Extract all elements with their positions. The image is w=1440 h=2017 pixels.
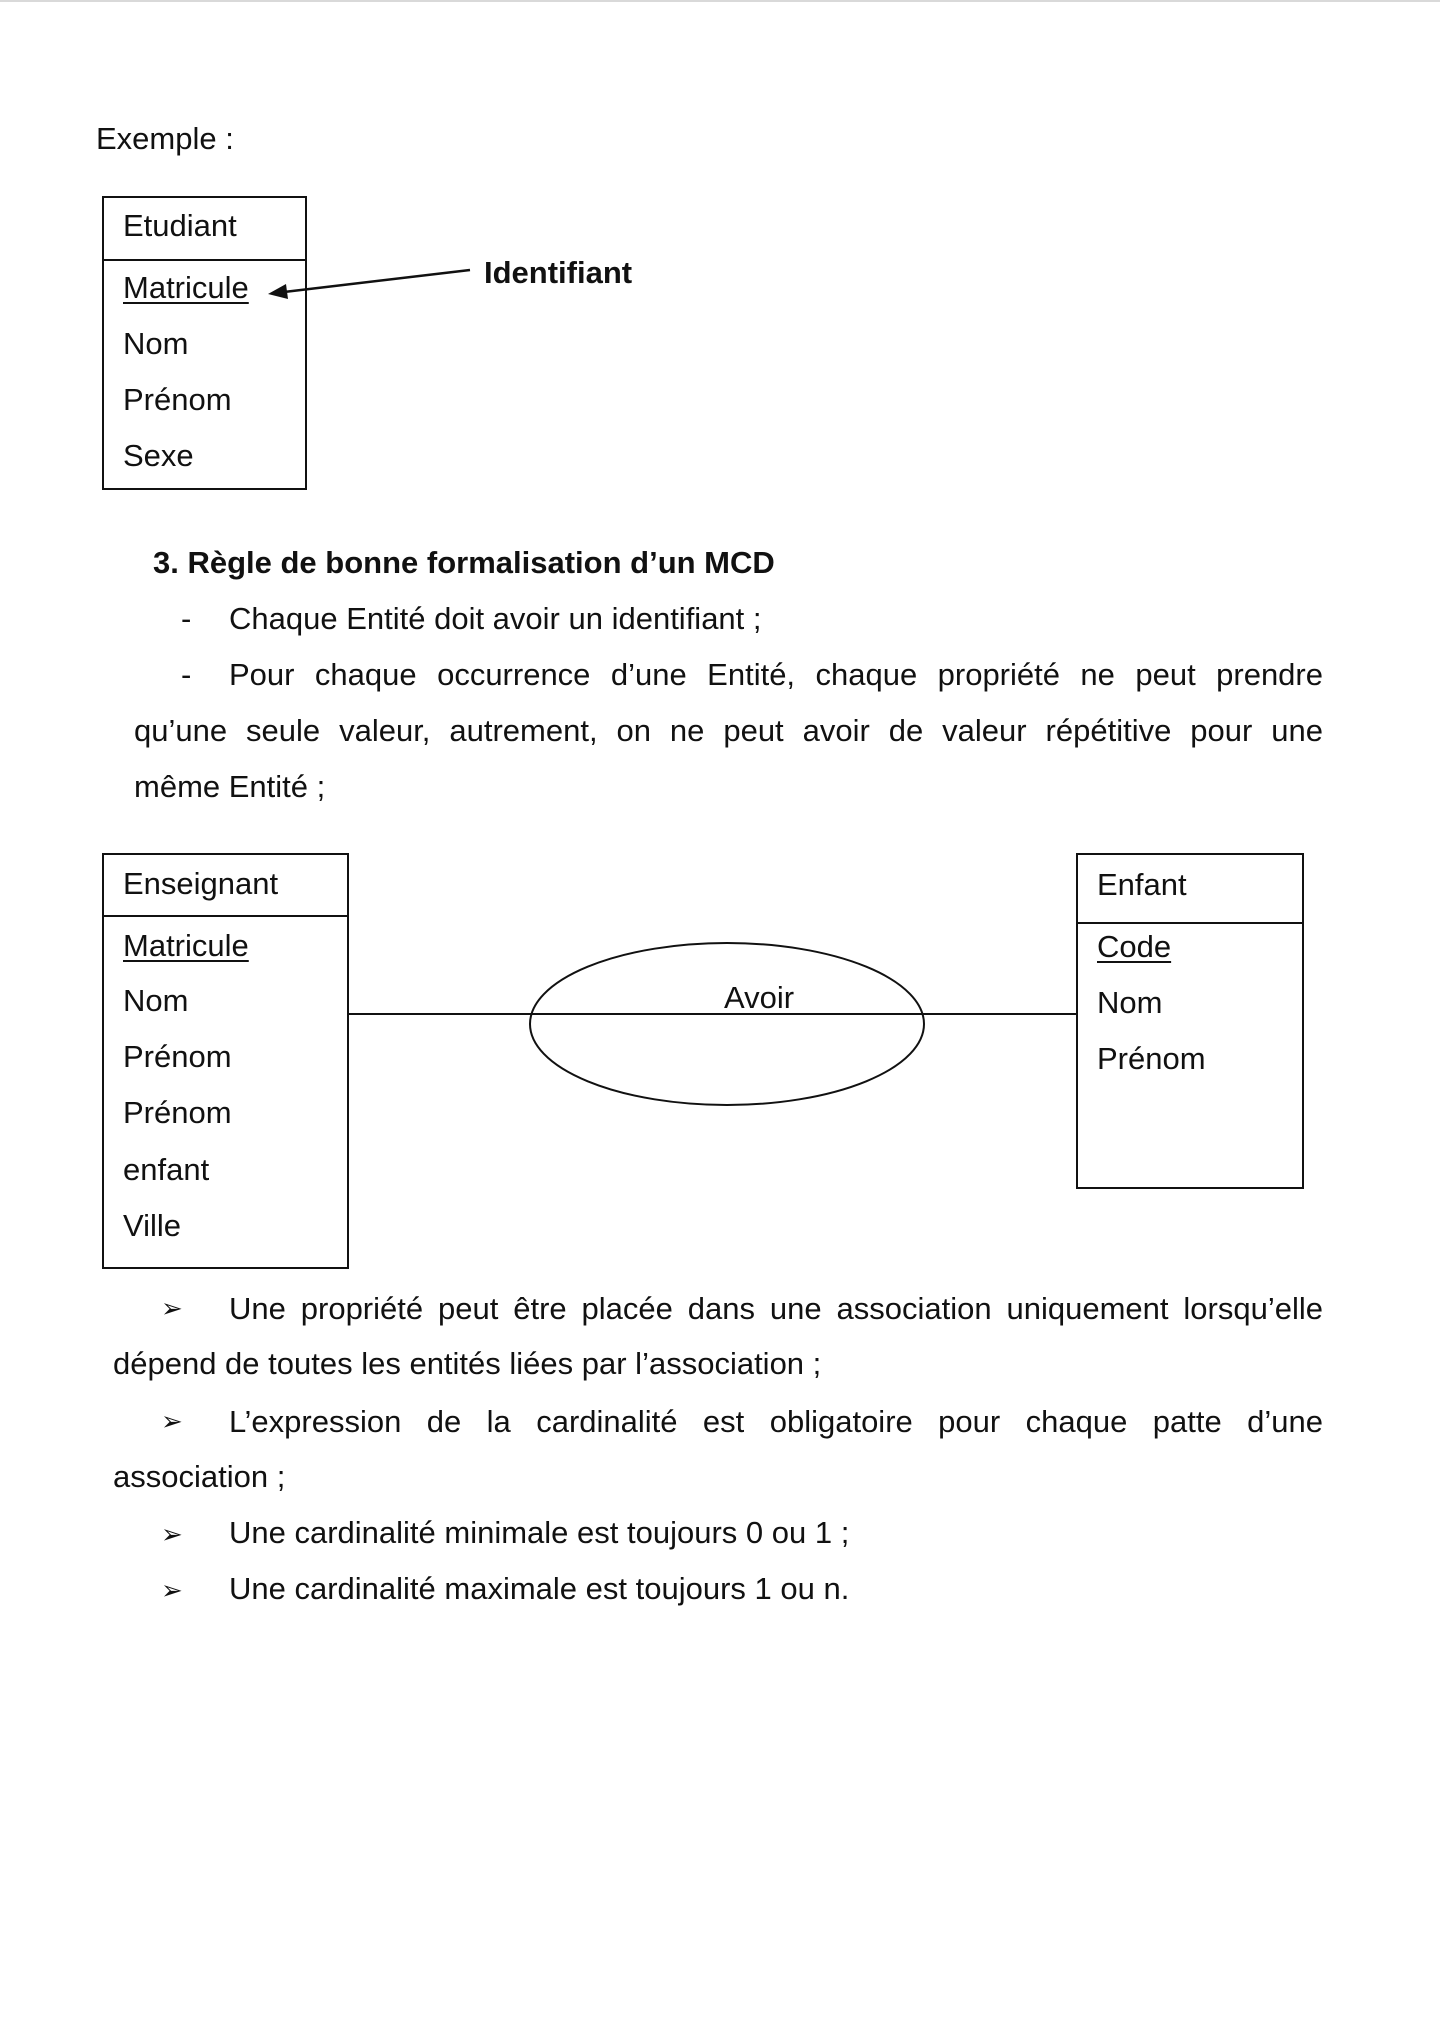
association-label: Avoir — [724, 980, 795, 1015]
entity-enseignant-attribute: Nom — [123, 983, 189, 1018]
arrow-rule-line: L’expression de la cardinalité est obligatoire pour chaque patte d’une — [229, 1404, 1323, 1439]
entity-enseignant-name: Enseignant — [123, 866, 279, 901]
entity-enseignant-divider — [102, 915, 349, 917]
association-ellipse — [530, 943, 924, 1105]
example-label: Exemple : — [96, 121, 234, 156]
dash-rule-text: Chaque Entité doit avoir un identifiant ; — [229, 601, 762, 636]
arrow-rule-text: Une cardinalité maximale est toujours 1 ou n. — [229, 1571, 850, 1606]
dash-rule-continuation: même Entité ; — [134, 769, 326, 804]
arrow-rule-line: Une propriété peut être placée dans une association uniquement lorsqu’elle — [229, 1291, 1323, 1326]
entity-enfant-name: Enfant — [1097, 867, 1187, 902]
identifier-callout: Identifiant — [484, 255, 633, 290]
arrow-rule-text — [229, 1394, 1323, 1450]
arrow-rule-text — [229, 1281, 1323, 1337]
dash-rule-line: qu’une seule valeur, autrement, on ne peut avoir de valeur répétitive pour une — [134, 713, 1323, 748]
entity-enseignant-attribute: Ville — [123, 1208, 182, 1243]
entity-enseignant-attribute: enfant — [123, 1152, 210, 1187]
section-title: 3. Règle de bonne formalisation d’un MCD — [153, 545, 775, 580]
arrow-rule-continuation: dépend de toutes les entités liées par l’association ; — [113, 1346, 822, 1381]
entity-etudiant-name: Etudiant — [123, 208, 237, 243]
entity-enseignant-attribute: Prénom — [123, 1039, 232, 1074]
entity-enfant-attribute: Prénom — [1097, 1041, 1206, 1076]
arrow-bullet-icon: ➢ — [161, 1575, 183, 1605]
entity-enfant-box — [1076, 853, 1304, 1189]
entity-enfant-divider — [1076, 922, 1304, 924]
arrow-bullet-icon: ➢ — [161, 1293, 183, 1323]
entity-etudiant-attribute: Prénom — [123, 382, 232, 417]
entity-enseignant-identifier: Matricule — [123, 928, 249, 963]
entity-enfant-attribute: Nom — [1097, 985, 1163, 1020]
entity-enfant-identifier: Code — [1097, 929, 1172, 964]
arrow-bullet-icon: ➢ — [161, 1406, 183, 1436]
arrow-rule-text: Une cardinalité minimale est toujours 0 ou 1 ; — [229, 1515, 850, 1550]
arrow-rule-continuation: association ; — [113, 1459, 286, 1494]
dash-bullet: - — [181, 657, 192, 692]
dash-bullet: - — [181, 601, 192, 636]
entity-enseignant-attribute: Prénom — [123, 1095, 232, 1130]
dash-rule-line: Pour chaque occurrence d’une Entité, chaque propriété ne peut prendre — [229, 657, 1323, 692]
entity-etudiant-attribute: Nom — [123, 326, 189, 361]
entity-etudiant-attribute: Sexe — [123, 438, 194, 473]
entity-etudiant-identifier: Matricule — [123, 270, 249, 305]
arrow-bullet-icon: ➢ — [161, 1519, 183, 1549]
